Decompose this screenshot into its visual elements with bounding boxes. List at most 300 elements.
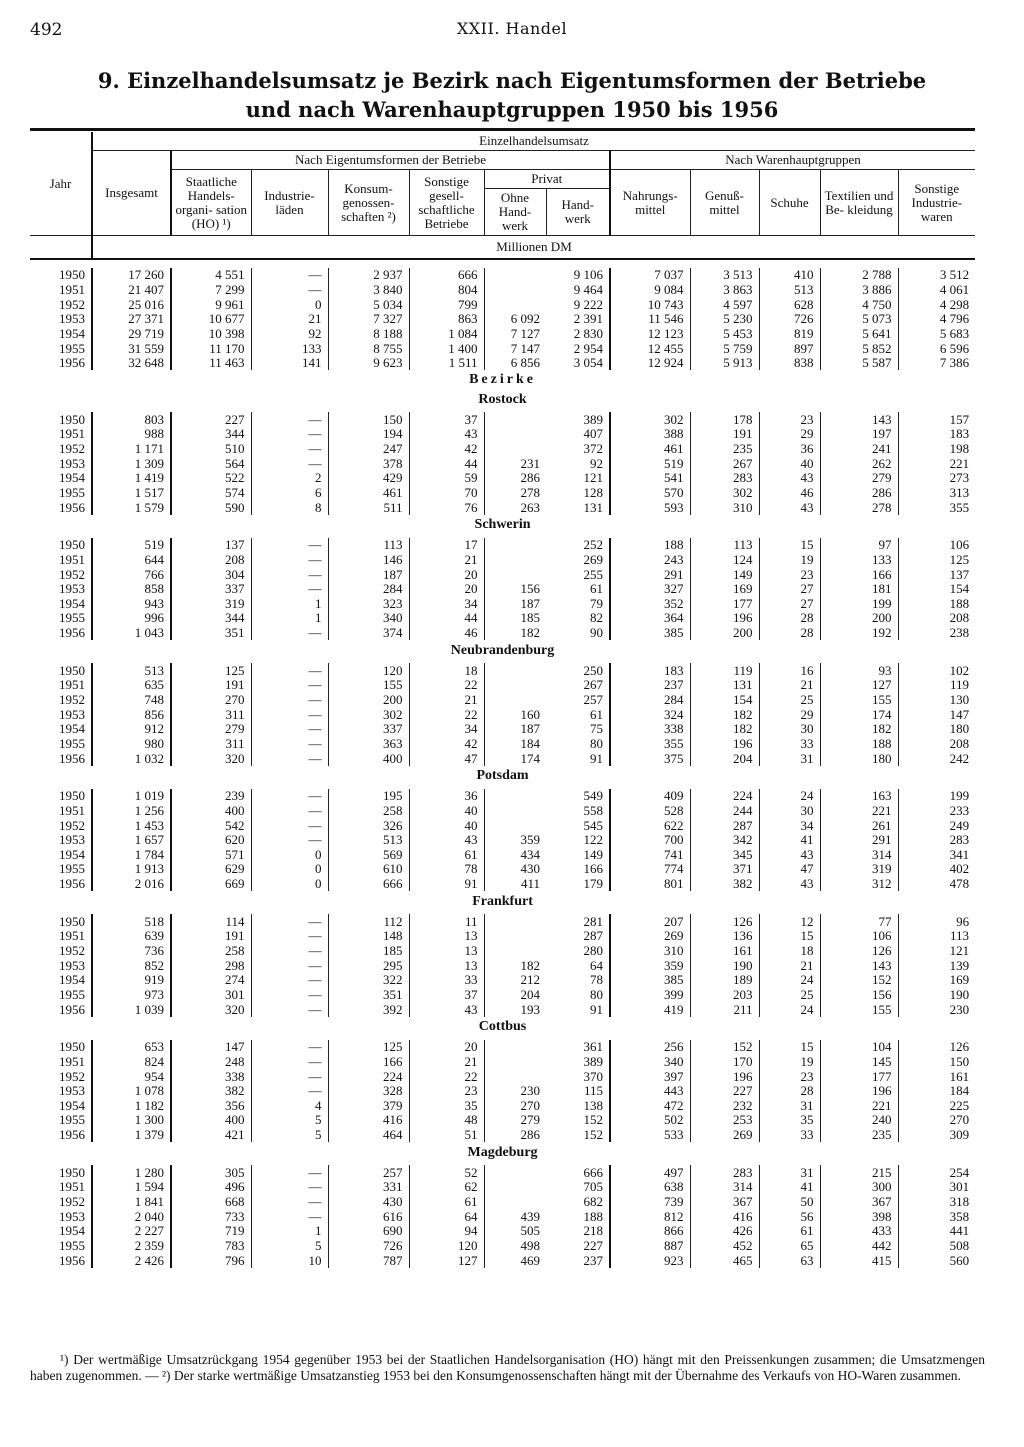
value-cell: 411 (484, 877, 546, 892)
value-cell: 799 (409, 297, 484, 312)
year-cell: 1953 (59, 581, 85, 597)
value-cell: 18 (409, 663, 484, 678)
value-cell: 666 (409, 268, 484, 283)
unit-label: Millionen DM (92, 236, 975, 260)
value-cell: 41 (759, 1180, 820, 1195)
value-cell: 31 (759, 751, 820, 766)
value-cell: 125 (328, 1040, 409, 1055)
value-cell: 319 (171, 597, 251, 612)
value-cell: 690 (328, 1224, 409, 1239)
year-cell: 1956 (59, 499, 85, 515)
table-row (30, 1239, 975, 1254)
value-cell: 166 (328, 1055, 409, 1070)
value-cell: 199 (898, 789, 975, 804)
value-cell: 610 (328, 862, 409, 877)
value-cell: 419 (610, 1002, 690, 1017)
value-cell: 12 123 (610, 327, 690, 342)
value-cell: 426 (690, 1224, 759, 1239)
value-cell: 478 (898, 877, 975, 892)
year-cell: 1950 (59, 1039, 85, 1055)
value-cell: 541 (610, 471, 690, 486)
value-cell: 533 (610, 1128, 690, 1143)
table-row (30, 848, 975, 863)
year-cell: 1952 (59, 692, 85, 708)
year-cell: 1956 (59, 876, 85, 892)
value-cell: 639 (92, 929, 171, 944)
value-cell: 248 (171, 1055, 251, 1070)
value-cell: 682 (484, 1195, 610, 1210)
value-cell: 590 (171, 500, 251, 515)
value-cell: 19 (759, 553, 820, 568)
value-cell: 261 (820, 818, 898, 833)
value-cell: 197 (820, 427, 898, 442)
value-cell: 1 657 (92, 833, 171, 848)
value-cell: 560 (898, 1253, 975, 1268)
value-cell: 119 (690, 663, 759, 678)
year-cell: 1955 (59, 485, 85, 500)
value-cell: 61 (590, 706, 603, 722)
value-cell: 3 886 (820, 283, 898, 298)
value-cell: 0 (251, 297, 328, 312)
value-cell: 188 (898, 597, 975, 612)
year-cell: 1955 (59, 735, 85, 751)
value-cell: 256 (610, 1040, 690, 1055)
value-cell: 574 (171, 486, 251, 501)
value-cell: 1 (251, 611, 328, 626)
value-cell: 919 (92, 973, 171, 988)
value-cell: 9 961 (171, 297, 251, 312)
value-cell: 344 (171, 611, 251, 626)
value-cell: 18 (759, 944, 820, 959)
value-cell: 96 (898, 914, 975, 929)
value-cell: — (251, 693, 328, 708)
value-cell: 149 (690, 567, 759, 582)
year-cell: 1952 (59, 1193, 85, 1209)
value-cell: 13 (409, 929, 484, 944)
value-cell: 279 (820, 471, 898, 486)
value-cell: 120 (328, 663, 409, 678)
value-cell: 629 (171, 862, 251, 877)
value-cell: 19 (759, 1055, 820, 1070)
col-header-textilien: Textilien und Be- kleidung (820, 170, 898, 236)
value-cell: 323 (328, 597, 409, 612)
table-row (30, 297, 975, 312)
value-cell: 91 (590, 750, 603, 766)
district-heading: Rostock (478, 391, 527, 407)
table-row (30, 327, 975, 342)
value-cell: 190 (898, 988, 975, 1003)
col-header-konsum: Konsum- genossen- schaften ²) (328, 170, 409, 236)
value-cell: — (251, 804, 328, 819)
value-cell: 43 (409, 833, 484, 848)
value-cell: 270 (898, 1113, 975, 1128)
value-cell: 5 683 (898, 327, 975, 342)
value-cell: 359 (484, 833, 546, 848)
value-cell: 518 (92, 914, 171, 929)
value-cell: 452 (690, 1239, 759, 1254)
value-cell: 269 (610, 929, 690, 944)
col-header-sonstige-gesellschaftliche: Sonstige gesell- schaftliche Betriebe (409, 170, 484, 236)
value-cell: 17 260 (92, 268, 171, 283)
value-cell: 1 (251, 597, 328, 612)
value-cell: 5 (251, 1113, 328, 1128)
year-cell: 1954 (59, 595, 85, 611)
retail-turnover-table (30, 132, 975, 1268)
value-cell: 3 863 (690, 283, 759, 298)
value-cell: 177 (690, 597, 759, 612)
value-cell: 106 (820, 929, 898, 944)
value-cell: 430 (328, 1195, 409, 1210)
value-cell: 858 (92, 582, 171, 597)
value-cell: 21 (409, 693, 484, 708)
value-cell: 125 (898, 553, 975, 568)
value-cell: 278 (820, 500, 898, 515)
value-cell: — (251, 1040, 328, 1055)
table-row (30, 944, 975, 959)
year-cell: 1950 (59, 788, 85, 804)
value-cell: 421 (171, 1128, 251, 1143)
value-cell: 189 (690, 973, 759, 988)
value-cell: 324 (610, 707, 690, 722)
value-cell: 510 (171, 442, 251, 457)
value-cell: 644 (92, 553, 171, 568)
value-cell: 8 (251, 500, 328, 515)
value-cell: 221 (898, 456, 975, 471)
value-cell: 2 391 (573, 311, 603, 327)
value-cell: 194 (328, 427, 409, 442)
value-cell: 257 (328, 1165, 409, 1180)
table-row (30, 1040, 975, 1055)
value-cell: 133 (251, 341, 328, 356)
value-cell: 127 (820, 678, 898, 693)
value-cell: 183 (898, 427, 975, 442)
value-cell: 43 (759, 848, 820, 863)
value-cell: 125 (171, 663, 251, 678)
col-header-insgesamt: Insgesamt (92, 151, 171, 236)
value-cell: 352 (610, 597, 690, 612)
value-cell: 9 106 (484, 268, 610, 283)
value-cell: 430 (484, 862, 546, 877)
value-cell: 177 (820, 1069, 898, 1084)
value-cell: 11 170 (171, 341, 251, 356)
value-cell: 283 (690, 471, 759, 486)
value-cell: 439 (484, 1209, 546, 1224)
value-cell: 28 (759, 1084, 820, 1099)
value-cell: — (251, 958, 328, 973)
value-cell: 11 546 (610, 312, 690, 327)
value-cell: 20 (409, 567, 484, 582)
value-cell: 496 (171, 1180, 251, 1195)
value-cell: 183 (610, 663, 690, 678)
value-cell: 407 (484, 427, 610, 442)
value-cell: 326 (328, 818, 409, 833)
value-cell: 188 (820, 737, 898, 752)
value-cell: 258 (328, 804, 409, 819)
table-body (30, 259, 975, 1268)
value-cell: 31 559 (92, 341, 171, 356)
value-cell: 301 (898, 1180, 975, 1195)
value-cell: 996 (92, 611, 171, 626)
value-cell: — (251, 268, 328, 283)
value-cell: 141 (251, 356, 328, 371)
value-cell: 267 (690, 456, 759, 471)
value-cell: 243 (610, 553, 690, 568)
year-cell: 1952 (59, 441, 85, 457)
table-row (30, 737, 975, 752)
value-cell: 43 (759, 877, 820, 892)
table-row (30, 356, 975, 371)
value-cell: 120 (409, 1239, 484, 1254)
value-cell: 241 (820, 442, 898, 457)
header-einzelhandelsumsatz: Einzelhandelsumsatz (92, 132, 975, 151)
year-cell: 1951 (59, 551, 85, 567)
value-cell: 287 (690, 818, 759, 833)
value-cell: 34 (409, 722, 484, 737)
value-cell: 545 (484, 818, 610, 833)
value-cell: 187 (484, 597, 546, 612)
value-cell: 783 (171, 1239, 251, 1254)
value-cell: 21 (409, 1055, 484, 1070)
table-row (30, 268, 975, 283)
value-cell: 887 (610, 1239, 690, 1254)
value-cell: 429 (328, 471, 409, 486)
value-cell: 77 (820, 914, 898, 929)
value-cell: — (251, 456, 328, 471)
value-cell: 7 037 (610, 268, 690, 283)
year-cell: 1955 (59, 340, 85, 356)
value-cell: 182 (690, 722, 759, 737)
value-cell: 11 (409, 914, 484, 929)
value-cell: 43 (759, 500, 820, 515)
value-cell: 155 (820, 1002, 898, 1017)
value-cell: 193 (484, 1002, 546, 1017)
year-cell: 1952 (59, 1068, 85, 1084)
value-cell: 42 (409, 737, 484, 752)
value-cell: 12 924 (610, 356, 690, 371)
value-cell: 1 019 (92, 789, 171, 804)
value-cell: 766 (92, 567, 171, 582)
year-cell: 1953 (59, 1208, 85, 1224)
value-cell: 748 (92, 693, 171, 708)
value-cell: 461 (610, 442, 690, 457)
value-cell: 139 (898, 958, 975, 973)
value-cell: 23 (759, 412, 820, 427)
value-cell: 192 (820, 626, 898, 641)
value-cell: 345 (690, 848, 759, 863)
value-cell: 378 (328, 456, 409, 471)
value-cell: — (251, 582, 328, 597)
table-title (0, 66, 1024, 124)
value-cell: 819 (759, 327, 820, 342)
value-cell: 398 (820, 1209, 898, 1224)
value-cell: 593 (610, 500, 690, 515)
value-cell: 221 (820, 1098, 898, 1113)
value-cell: 318 (898, 1195, 975, 1210)
value-cell: 154 (690, 693, 759, 708)
value-cell: 338 (171, 1069, 251, 1084)
value-cell: 127 (409, 1253, 484, 1268)
year-cell: 1953 (59, 311, 85, 327)
value-cell: 21 (759, 678, 820, 693)
value-cell: 5 230 (690, 312, 759, 327)
value-cell: — (251, 914, 328, 929)
value-cell: 1 182 (92, 1098, 171, 1113)
value-cell: 20 (409, 1040, 484, 1055)
value-cell: 188 (610, 538, 690, 553)
value-cell: 402 (898, 862, 975, 877)
value-cell: 338 (610, 722, 690, 737)
value-cell: 179 (583, 876, 603, 892)
value-cell: 312 (820, 877, 898, 892)
value-cell: 622 (610, 818, 690, 833)
footnotes (30, 1352, 985, 1384)
value-cell: 22 (409, 1069, 484, 1084)
value-cell: 37 (409, 988, 484, 1003)
value-cell: 70 (409, 486, 484, 501)
district-heading: Magdeburg (467, 1144, 538, 1160)
value-cell: 733 (171, 1209, 251, 1224)
value-cell: 461 (328, 486, 409, 501)
value-cell: 180 (820, 751, 898, 766)
value-cell: 298 (171, 958, 251, 973)
value-cell: 668 (171, 1195, 251, 1210)
value-cell: 25 016 (92, 297, 171, 312)
value-cell: 204 (690, 751, 759, 766)
value-cell: 374 (328, 626, 409, 641)
value-cell: 257 (484, 693, 610, 708)
year-cell: 1953 (59, 957, 85, 973)
value-cell: 136 (690, 929, 759, 944)
value-cell: 433 (820, 1224, 898, 1239)
value-cell: 143 (820, 412, 898, 427)
value-cell: 233 (898, 804, 975, 819)
value-cell: 185 (484, 611, 546, 626)
value-cell: 212 (484, 973, 546, 988)
value-cell: 897 (759, 341, 820, 356)
value-cell: 242 (898, 751, 975, 766)
value-cell: 726 (328, 1239, 409, 1254)
value-cell: 409 (610, 789, 690, 804)
year-cell: 1954 (59, 1097, 85, 1113)
value-cell: 416 (328, 1113, 409, 1128)
value-cell: — (251, 707, 328, 722)
table-row (30, 1098, 975, 1113)
value-cell: 804 (409, 283, 484, 298)
value-cell: 301 (171, 988, 251, 1003)
value-cell: 1 309 (92, 456, 171, 471)
value-cell: 279 (171, 722, 251, 737)
value-cell: — (251, 751, 328, 766)
table-row (30, 1113, 975, 1128)
value-cell: 113 (328, 538, 409, 553)
year-cell: 1954 (59, 1223, 85, 1239)
year-cell: 1956 (59, 625, 85, 641)
value-cell: 28 (759, 626, 820, 641)
value-cell: 342 (690, 833, 759, 848)
value-cell: 40 (409, 804, 484, 819)
col-header-sonstige-industriewaren: Sonstige Industrie- waren (898, 170, 975, 236)
value-cell: 128 (583, 485, 603, 500)
value-cell: 558 (484, 804, 610, 819)
value-cell: 40 (759, 456, 820, 471)
col-header-industrielaeden: Industrie- läden (251, 170, 328, 236)
value-cell: 320 (171, 1002, 251, 1017)
value-cell: 191 (171, 929, 251, 944)
value-cell: 4 796 (898, 312, 975, 327)
table-row (30, 1002, 975, 1017)
value-cell: 741 (610, 848, 690, 863)
value-cell: 726 (759, 312, 820, 327)
value-cell: 340 (610, 1055, 690, 1070)
year-cell: 1955 (59, 861, 85, 877)
value-cell: 180 (898, 722, 975, 737)
value-cell: — (251, 1084, 328, 1099)
value-cell: 36 (409, 789, 484, 804)
value-cell: 15 (759, 929, 820, 944)
value-cell: 736 (92, 944, 171, 959)
value-cell: 838 (759, 356, 820, 371)
year-cell: 1950 (59, 662, 85, 678)
value-cell: 249 (898, 818, 975, 833)
value-cell: 5 (251, 1128, 328, 1143)
value-cell: 310 (690, 500, 759, 515)
value-cell: 5 852 (820, 341, 898, 356)
table-row (30, 1165, 975, 1180)
value-cell: 382 (690, 877, 759, 892)
value-cell: 191 (171, 678, 251, 693)
value-cell: 284 (328, 582, 409, 597)
value-cell: 669 (171, 877, 251, 892)
value-cell: 5 913 (690, 356, 759, 371)
value-cell: 1 032 (92, 751, 171, 766)
value-cell: 147 (171, 1040, 251, 1055)
value-cell: 392 (328, 1002, 409, 1017)
value-cell: 270 (171, 693, 251, 708)
table-row (30, 553, 975, 568)
value-cell: 283 (690, 1165, 759, 1180)
value-cell: 1 913 (92, 862, 171, 877)
value-cell: 6 856 (484, 356, 546, 371)
value-cell: 21 (409, 553, 484, 568)
table-row (30, 693, 975, 708)
value-cell: 1 (251, 1224, 328, 1239)
value-cell: 235 (820, 1128, 898, 1143)
title-line-2: und nach Warenhauptgruppen 1950 bis 1956 (245, 97, 779, 122)
value-cell: 47 (409, 751, 484, 766)
value-cell: 230 (898, 1002, 975, 1017)
value-cell: — (251, 678, 328, 693)
year-cell: 1956 (59, 750, 85, 766)
value-cell: — (251, 442, 328, 457)
value-cell: 666 (484, 1165, 610, 1180)
value-cell: 9 623 (328, 356, 409, 371)
value-cell: 12 455 (610, 341, 690, 356)
value-cell: 309 (898, 1128, 975, 1143)
value-cell: 237 (583, 1252, 603, 1268)
value-cell: — (251, 737, 328, 752)
value-cell: 182 (690, 707, 759, 722)
value-cell: 115 (583, 1083, 603, 1099)
value-cell: 51 (409, 1128, 484, 1143)
value-cell: 666 (328, 877, 409, 892)
value-cell: — (251, 944, 328, 959)
value-cell: 389 (484, 412, 610, 427)
value-cell: 1 084 (409, 327, 484, 342)
value-cell: 227 (171, 412, 251, 427)
table-row (30, 988, 975, 1003)
value-cell: 2 359 (92, 1239, 171, 1254)
value-cell: 30 (759, 804, 820, 819)
